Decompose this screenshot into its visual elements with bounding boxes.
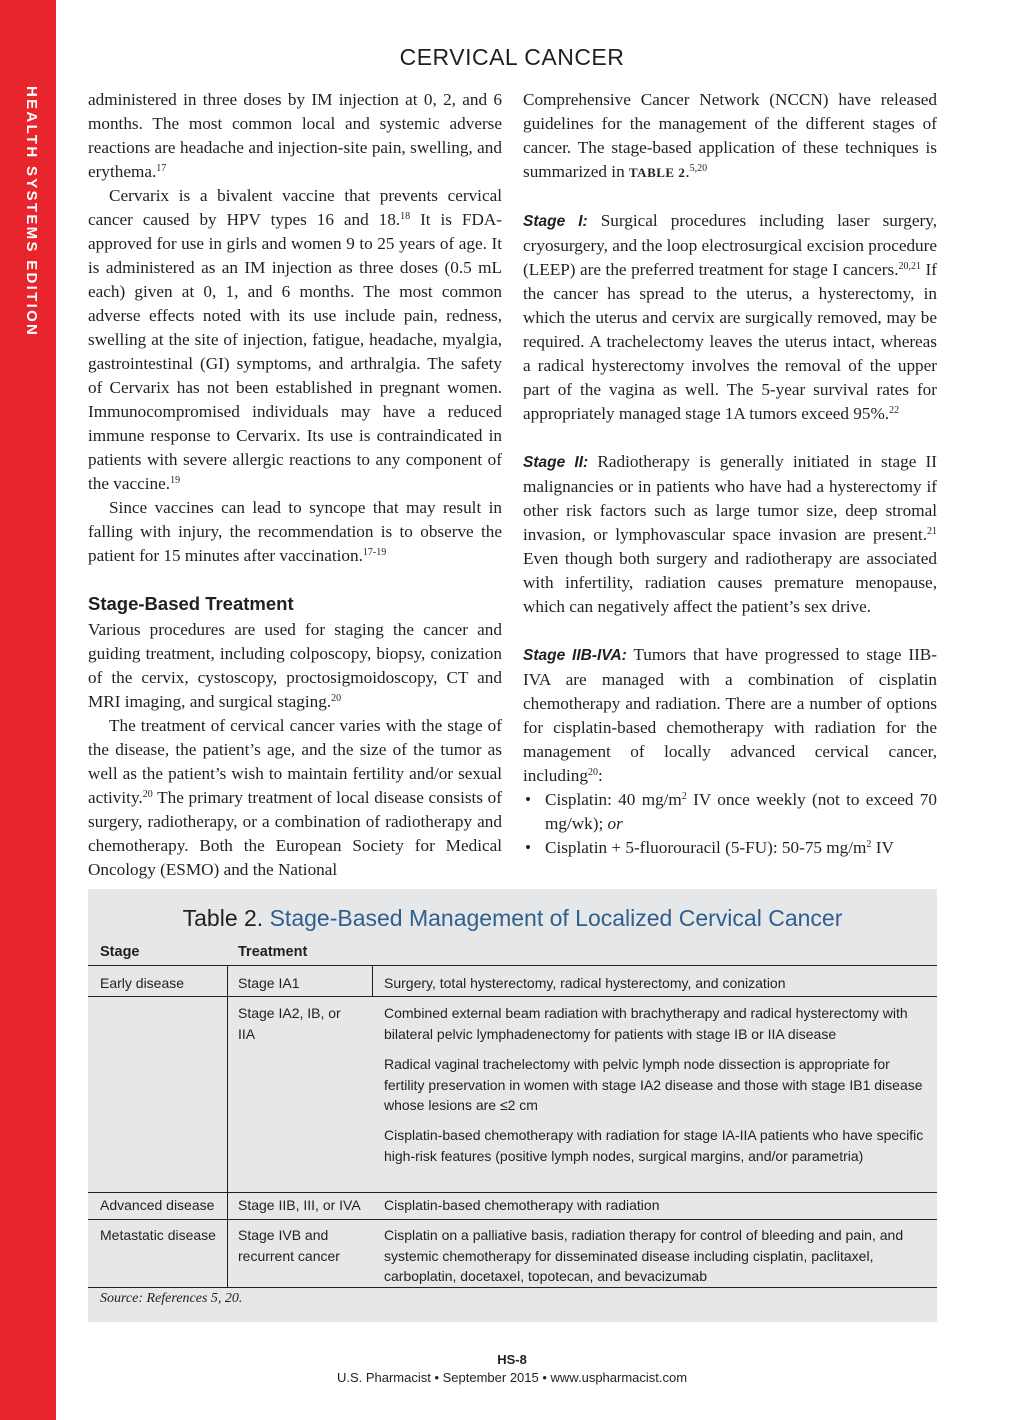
- page-number: HS-8: [497, 1352, 527, 1367]
- citation: 20: [587, 767, 598, 778]
- text-column-left: [88, 88, 502, 882]
- citation: 19: [170, 475, 181, 486]
- paragraph: Since vaccines can lead to syncope that may result in falling with injury, the recommendation is to observe the patient for 15 minutes after vaccination.$^{17-19}$: [88, 498, 502, 565]
- citation: 5,20: [689, 163, 708, 174]
- table-2: [88, 889, 937, 1322]
- paragraph-stage-i: Stage I: Surgical procedures including laser surgery, cryosurgery, and the loop electrosurgical excision procedure (LEEP) are the preferred treatment for stage I cancers.$^{20,21}$ If the cancer has spread to the uterus, a hysterectomy, in which the uterus and cervix are surgically removed, may be required. A trachelectomy leaves the uterus intact, whereas a radical hysterectomy involves the removal of the upper part of the vagina as well. The 5-year survival rates for appropriately managed stage 1A tumors exceed 95%.$^{22}$: [523, 211, 937, 423]
- table-cell-treatment: Cisplatin-based chemotherapy with radiation: [384, 1197, 660, 1213]
- table-cell-substage: Stage IIB, III, or IVA: [238, 1197, 361, 1213]
- table-rule: [88, 965, 937, 966]
- table-reference: TABLE 2: [628, 165, 686, 180]
- table-cell-stage: Early disease: [100, 975, 185, 991]
- citation: 20: [331, 693, 342, 704]
- table-cell-substage: Stage IA1: [238, 975, 300, 991]
- citation: 21: [927, 526, 937, 537]
- paragraph: administered in three doses by IM injection at 0, 2, and 6 months. The most common local and systemic adverse reactions are headache and injection-site pain, swelling, and erythema.$^{17}$: [88, 90, 502, 181]
- table-title: Table 2. Stage-Based Management of Localized Cervical Cancer: [182, 905, 843, 931]
- paragraph: Cervarix is a bivalent vaccine that prevents cervical cancer caused by HPV types 16 and 18.18 It is FDA-approved for use in girls and women 9 to 25 years of age. It is administered as an IM injection as three doses (0.5 mL each) given at 0, 1, and 6 months. The most common adverse effects noted with its use include pain, redness, swelling at the site of injection, fatigue, headache, myalgia, gastrointestinal (GI) symptoms, and arthralgia. The safety of Cervarix has not been established in pregnant women. Immunocompromised individuals may have a reduced immune response to Cervarix. Its use is contraindicated in patients with severe allergic reactions to any component of the vaccine.$^{19}$: [88, 186, 502, 493]
- paragraph: Comprehensive Cancer Network (NCCN) have released guidelines for the management of the different stages of cancer. The stage-based application of these techniques is summarized in TABLE 2.$^{5,20}$: [523, 90, 937, 181]
- list-item: • Cisplatin + 5-fluorouracil (5-FU): 50-75 $mg/m^2$ IV: [523, 836, 937, 860]
- paragraph: The treatment of cervical cancer varies with the stage of the disease, the patient’s age, and the size of the tumor as well as the patient’s wish to maintain fertility and/or sexual activity.$^{20}$ The primary treatment of local disease consists of surgery, radiotherapy, or a combination of radiotherapy and chemotherapy. Both the European Society for Medical Oncology (ESMO) and the National: [88, 716, 502, 879]
- footer-line: U.S. Pharmacist • September 2015 • www.uspharmacist.com: [336, 1370, 688, 1385]
- stage-label: Stage IIB-IVA:: [523, 647, 627, 664]
- table-cell-stage: Advanced disease: [100, 1197, 215, 1213]
- table-source: Source: References 5, 20.: [100, 1291, 243, 1306]
- paragraph-stage-ii: Stage II: Radiotherapy is generally initiated in stage II malignancies or in patients who have had a hysterectomy if other risk factors such as large tumor size, deep stromal invasion, or lymphovascular space invasion are present.$^{21}$ Even though both surgery and radiotherapy are associated with infertility, radiation causes premature menopause, which can negatively affect the patient’s sex drive.: [523, 452, 937, 616]
- citation: 20: [142, 789, 153, 800]
- running-header: CERVICAL CANCER: [399, 44, 625, 70]
- table-cell-treatment: Cisplatin on a palliative basis, radiation therapy for control of bleeding and pain, and systemic chemotherapy for disseminated disease including cisplatin, paclitaxel, carboplatin, docetaxel, topotecan, and bevacizumab: [384, 1227, 904, 1284]
- table-rule: [88, 996, 937, 997]
- column-header-stage: Stage: [100, 944, 140, 960]
- citation: 17-19: [362, 547, 387, 558]
- table-cell-treatment: Surgery, total hysterectomy, radical hysterectomy, and conization: [384, 975, 786, 991]
- table-rule: [88, 1192, 937, 1193]
- stage-label: Stage II:: [523, 454, 589, 471]
- table-rule: [88, 1219, 937, 1220]
- table-cell-substage: Stage IA2, IB, or IIA: [238, 1005, 341, 1042]
- or-italic: or: [607, 814, 623, 833]
- table-cell-treatment: Radical vaginal trachelectomy with pelvic lymph node dissection is appropriate for fertility preservation in women with stage IA2 disease and those with stage IB1 disease whose lesions are ≤2 cm: [384, 1056, 923, 1113]
- superscript: 2: [681, 791, 687, 802]
- paragraph: Various procedures are used for staging the cancer and guiding treatment, including colposcopy, biopsy, conization of the cervix, cystoscopy, proctosigmoidoscopy, CT and MRI imaging, and surgical staging.$^{20}$: [88, 620, 502, 711]
- section-heading: Stage-Based Treatment: [88, 593, 294, 614]
- superscript: 2: [866, 839, 872, 850]
- column-header-treatment: Treatment: [238, 944, 308, 960]
- citation: 18: [400, 211, 411, 222]
- citation: 20,21: [898, 261, 922, 272]
- table-cell-substage: Stage IVB and recurrent cancer: [238, 1227, 340, 1264]
- table-cell-treatment: Combined external beam radiation with brachytherapy and radical hysterectomy with bilateral pelvic lymphadenectomy for patients with stage IB or IIA disease: [384, 1005, 908, 1042]
- table-cell-treatment: Cisplatin-based chemotherapy with radiation for stage IA-IIA patients who have specific high-risk features (positive lymph nodes, surgical margins, and/or parametria): [384, 1127, 924, 1164]
- table-rule: [88, 1287, 937, 1288]
- regimen-list: [523, 788, 937, 860]
- stage-label: Stage I:: [523, 213, 588, 230]
- table-divider: [227, 965, 228, 1287]
- text-column-right: [523, 88, 937, 860]
- citation: 22: [889, 405, 900, 416]
- citation: 17: [156, 163, 167, 174]
- edition-side-bar: [0, 0, 56, 1420]
- table-divider: [372, 965, 373, 996]
- table-cell-stage: Metastatic disease: [100, 1227, 216, 1243]
- list-item: • Cisplatin: 40 $mg/m^2$ IV once weekly (not to exceed 70 mg/wk); or: [523, 788, 937, 836]
- edition-label: HEALTH SYSTEMS EDITION: [23, 86, 40, 338]
- paragraph-stage-iib-iva: Stage IIB-IVA: Tumors that have progressed to stage IIB-IVA are managed with a combination of cisplatin chemotherapy and radiation. There are a number of options for cisplatin-based chemotherapy with radiation for the management of locally advanced cervical cancer, including$^{20}$:: [523, 645, 937, 785]
